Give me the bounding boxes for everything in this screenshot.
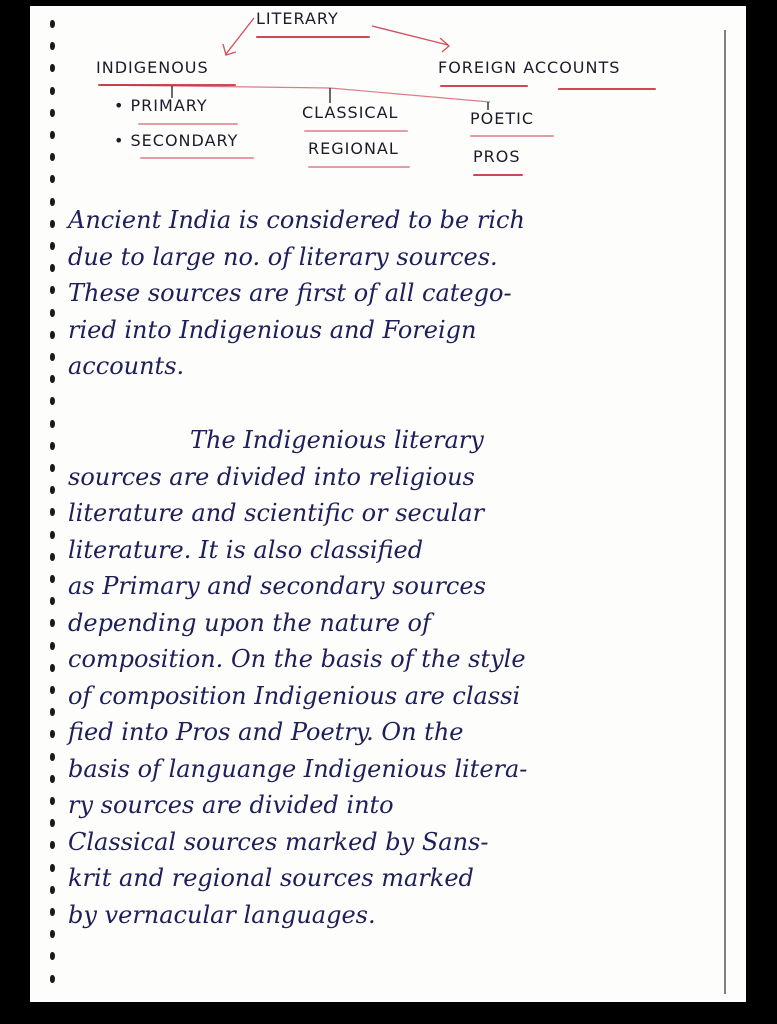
binding-hole-icon xyxy=(50,508,55,516)
poetic-underline xyxy=(470,135,554,137)
binding-hole-icon xyxy=(50,597,55,605)
classical-underline xyxy=(304,130,408,132)
binding-hole-icon xyxy=(50,819,55,827)
binding-hole-icon xyxy=(50,975,55,983)
accounts-underline xyxy=(558,88,656,90)
literary-sources-diagram xyxy=(30,6,746,196)
primary-underline xyxy=(138,123,238,125)
binding-hole-icon xyxy=(50,397,55,405)
text-line: ry sources are divided into xyxy=(68,791,394,819)
binding-hole-icon xyxy=(50,553,55,561)
regional-label: REGIONAL xyxy=(308,139,399,158)
binding-hole-icon xyxy=(50,886,55,894)
binding-hole-icon xyxy=(50,753,55,761)
binding-hole-icon xyxy=(50,375,55,383)
binding-hole-icon xyxy=(50,930,55,938)
text-line: due to large no. of literary sources. xyxy=(68,242,498,271)
text-line: accounts. xyxy=(68,352,185,380)
text-line: krit and regional sources marked xyxy=(68,864,474,892)
literary-label: LITERARY xyxy=(256,9,339,28)
text-line: by vernacular languages. xyxy=(68,900,376,929)
text-line: Classical sources marked by Sans- xyxy=(68,827,489,856)
text-line: literature and scientific or secular xyxy=(68,499,485,527)
poetic-label: POETIC xyxy=(470,109,535,128)
foreign-accounts-label: FOREIGN ACCOUNTS xyxy=(438,58,621,77)
literary-underline xyxy=(256,36,370,38)
binding-hole-icon xyxy=(50,841,55,849)
primary-label: • PRIMARY xyxy=(114,96,208,115)
binding-hole-icon xyxy=(50,642,55,650)
binding-hole-icon xyxy=(50,575,55,583)
binding-hole-icon xyxy=(50,264,55,272)
text-line: ried into Indigenious and Foreign xyxy=(68,315,477,344)
binding-hole-icon xyxy=(50,664,55,672)
binding-hole-icon xyxy=(50,619,55,627)
text-line: These sources are first of all catego- xyxy=(68,279,512,307)
binding-hole-icon xyxy=(50,686,55,694)
binding-hole-icon xyxy=(50,730,55,738)
indigenous-label: INDIGENOUS xyxy=(96,58,209,77)
text-line: composition. On the basis of the style xyxy=(68,645,526,673)
binding-hole-icon xyxy=(50,442,55,450)
text-line: basis of languange Indigenious litera- xyxy=(68,754,528,783)
binding-hole-icon xyxy=(50,286,55,294)
binding-hole-icon xyxy=(50,242,55,250)
text-line: literature. It is also classified xyxy=(68,535,424,564)
binding-hole-icon xyxy=(50,198,55,206)
classical-label: CLASSICAL xyxy=(302,103,399,122)
indigenous-underline xyxy=(98,84,236,86)
binding-hole-icon xyxy=(50,420,55,428)
binding-hole-icon xyxy=(50,486,55,494)
regional-underline xyxy=(308,166,410,168)
secondary-underline xyxy=(140,157,254,159)
binding-hole-icon xyxy=(50,775,55,783)
binding-hole-icon xyxy=(50,353,55,361)
pros-label: PROS xyxy=(473,147,521,166)
binding-hole-icon xyxy=(50,908,55,916)
text-line: depending upon the nature of xyxy=(68,608,431,637)
binding-hole-icon xyxy=(50,797,55,805)
paragraph-2 xyxy=(68,422,728,933)
binding-hole-icon xyxy=(50,864,55,872)
binding-hole-icon xyxy=(50,531,55,539)
text-line: The Indigenious literary xyxy=(190,426,484,454)
secondary-label: • SECONDARY xyxy=(114,131,239,150)
text-line: sources are divided into religious xyxy=(68,462,475,491)
text-line: fied into Pros and Poetry. On the xyxy=(68,718,464,746)
foreign-underline xyxy=(440,85,528,87)
binding-hole-icon xyxy=(50,952,55,960)
notebook-page xyxy=(30,6,746,1002)
binding-hole-icon xyxy=(50,708,55,716)
paragraph-1 xyxy=(68,202,728,385)
binding-hole-icon xyxy=(50,464,55,472)
text-line: of composition Indigenious are classi xyxy=(68,681,521,710)
binding-hole-icon xyxy=(50,309,55,317)
binding-hole-icon xyxy=(50,220,55,228)
pros-underline xyxy=(473,174,523,176)
text-line: as Primary and secondary sources xyxy=(68,572,486,600)
text-line: Ancient India is considered to be rich xyxy=(68,206,525,234)
binding-hole-icon xyxy=(50,331,55,339)
